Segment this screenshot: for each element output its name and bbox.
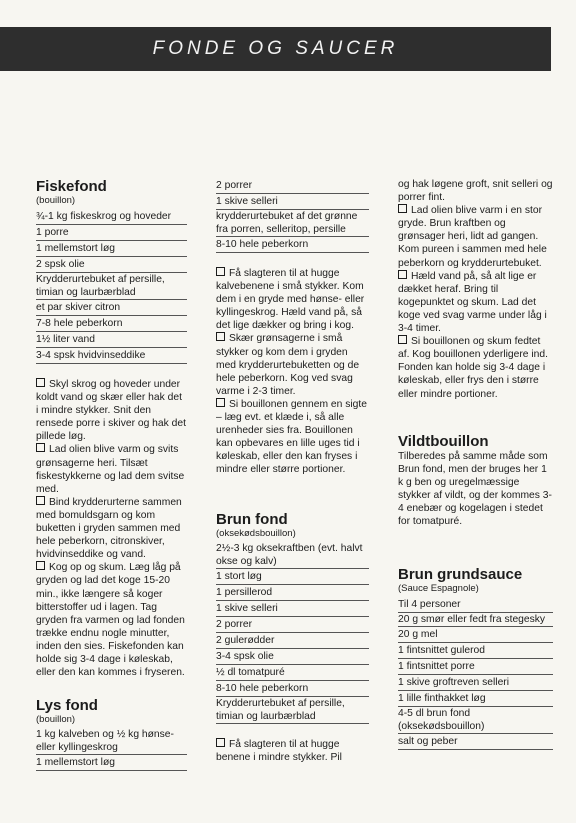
ingredient-line: salt og peber: [398, 734, 553, 750]
ingredient-line: 1 mellemstort løg: [36, 755, 187, 771]
method-step: Bind krydderurterne sammen med bomuldsgarn og kom buketten i gryden sammen med hele peberkorn, citronskiver, hvidvinseddike og vand.: [36, 496, 182, 561]
method-step: og hak løgene groft, snit selleri og porrer fint.: [398, 179, 553, 204]
ingredient-line: 20 g smør eller fedt fra stegesky: [398, 613, 553, 627]
checkbox-square-icon: [36, 378, 45, 387]
chapter-header-bar: [0, 27, 551, 71]
checkbox-square-icon: [398, 335, 407, 344]
ingredient-line: 2 gulerødder: [216, 633, 369, 649]
column-3: [398, 178, 553, 750]
ingredient-list-fiskefond: [36, 209, 187, 364]
ingredient-line: 1 mellemstort løg: [36, 241, 187, 257]
checkbox-square-icon: [216, 332, 225, 341]
ingredient-line: 1 skive selleri: [216, 194, 369, 210]
method-step: Lad olien blive varm i en stor gryde. Brun kraftben og grønsager heri, lidt ad gangen. Kom pureen i sammen med hele peberkorn og krydderurtebuket.: [398, 205, 547, 269]
recipe-subtitle: (Sauce Espagnole): [398, 583, 479, 595]
recipe-subtitle: (oksekødsbouillon): [216, 527, 296, 539]
ingredient-line: 2 spsk olie: [36, 257, 187, 273]
checkbox-square-icon: [36, 561, 45, 570]
ingredient-line: 3-4 spsk hvidvinseddike: [36, 348, 187, 364]
ingredient-line: 7-8 hele peberkorn: [36, 316, 187, 332]
ingredient-line: 1 skive selleri: [216, 601, 369, 617]
recipe-title-fiskefond: Fiskefond: [36, 178, 107, 195]
ingredient-line: Krydderurtebuket af persille, timian og laurbærblad: [36, 273, 187, 300]
ingredient-line: 4-5 dl brun fond (oksekødsbouillon): [398, 707, 553, 734]
column-2: [216, 178, 369, 764]
ingredient-line: 1 persillerod: [216, 585, 369, 601]
ingredient-line: 1 skive groftreven selleri: [398, 675, 553, 691]
ingredient-line: 2 porrer: [216, 617, 369, 633]
recipe-title-vildtbouillon: Vildtbouillon: [398, 432, 489, 450]
checkbox-square-icon: [398, 270, 407, 279]
ingredient-line: 8-10 hele peberkorn: [216, 681, 369, 697]
ingredient-line: Til 4 personer: [398, 597, 553, 613]
recipe-subtitle: (bouillon): [36, 714, 76, 726]
ingredient-line: 1 kg kalveben og ½ kg hønse- eller kyllingeskrog: [36, 728, 187, 755]
checkbox-square-icon: [398, 204, 407, 213]
chapter-title: FONDE OG SAUCER: [152, 38, 399, 59]
checkbox-square-icon: [216, 398, 225, 407]
ingredient-line: 2 porrer: [216, 178, 369, 194]
method-step: Få slagteren til at hugge benene i mindre stykker. Pil: [216, 738, 342, 763]
method-step: Si bouillonen gennem en sigte – læg evt. et klæde i, så alle urenheder sies fra. Bouillonen kan opbevares en lille uges tid i køleskab, eller den kan fryses i mindre eller større portioner.: [216, 398, 367, 476]
ingredient-line: et par skiver citron: [36, 300, 187, 316]
ingredient-line: 2½-3 kg oksekraftben (evt. halvt okse og kalv): [216, 542, 369, 569]
column-1: [36, 178, 187, 771]
method-step: Lad olien blive varm og svits grønsagerne heri. Tilsæt fiskestykkerne og lad dem svitse med.: [36, 444, 185, 495]
ingredient-line: ¾-1 kg fiskeskrog og hoveder: [36, 209, 187, 225]
ingredient-line: Krydderurtebuket af persille, timian og laurbærblad: [216, 697, 369, 724]
method-step: Hæld vand på, så alt lige er dækket heraf. Bring til kogepunktet og skum. Lad det koge ved svag varme under låg i 3-4 timer.: [398, 270, 547, 335]
ingredient-line: 1 fintsnittet gulerod: [398, 643, 553, 659]
recipe-subtitle: (bouillon): [36, 195, 76, 206]
ingredient-line: krydderurtebuket af det grønne fra porren, selleritop, persille: [216, 210, 369, 237]
method-step: Kog op og skum. Læg låg på gryden og lad det koge 15-20 min., ikke længere så koger bitterstoffer ud i lagen. Tag gryden fra varmen og lad fonden trække endnu nogle minutter, inden den sies. Fiskefonden kan holde sig 3-4 dage i køleskab, eller den kan kommes i fryseren.: [36, 562, 185, 679]
method-step: Si bouillonen og skum fedtet af. Kog bouillonen yderligere ind. Fonden kan holde sig 3-4 dage i køleskab, eller frys den i større eller mindre portioner.: [398, 336, 548, 400]
ingredient-line: 20 g mel: [398, 627, 553, 643]
method-step: Få slagteren til at hugge kalvebenene i små stykker. Kom dem i en gryde med hønse- eller kyllingeskrog. Hæld vand på, så det lige dækker og bring i kog.: [216, 268, 365, 332]
recipe-title-brun-fond: Brun fond: [216, 510, 288, 528]
ingredient-line: 1 lille finthakket løg: [398, 691, 553, 707]
recipe-title-lys-fond: Lys fond: [36, 697, 98, 715]
checkbox-square-icon: [36, 496, 45, 505]
ingredient-line: 3-4 spsk olie: [216, 649, 369, 665]
method-step: Skyl skrog og hoveder under koldt vand og skær eller hak det i mindre stykker. Snit den rensede porre i skiver og hak det pillede løg.: [36, 379, 186, 443]
checkbox-square-icon: [216, 267, 225, 276]
ingredient-line: 1 porre: [36, 225, 187, 241]
checkbox-square-icon: [216, 738, 225, 747]
checkbox-square-icon: [36, 443, 45, 452]
ingredient-line: ½ dl tomatpuré: [216, 665, 369, 681]
ingredient-line: 8-10 hele peberkorn: [216, 237, 369, 253]
method-step: Skær grønsagerne i små stykker og kom dem i gryden med krydderurtebuketten og de hele peberkorn. Kog ved svag varme i 2-3 timer.: [216, 333, 360, 397]
recipe-text: Tilberedes på samme måde som Brun fond, men der bruges her 1 k g ben og uregelmæssige stykker af vildt, og der kommes 3-4 enebær og kogelagen i stedet for tomatpuré.: [398, 450, 552, 528]
recipe-title-brun-grundsauce: Brun grundsauce: [398, 566, 523, 584]
ingredient-line: 1½ liter vand: [36, 332, 187, 348]
ingredient-line: 1 stort løg: [216, 569, 369, 585]
ingredient-line: 1 fintsnittet porre: [398, 659, 553, 675]
